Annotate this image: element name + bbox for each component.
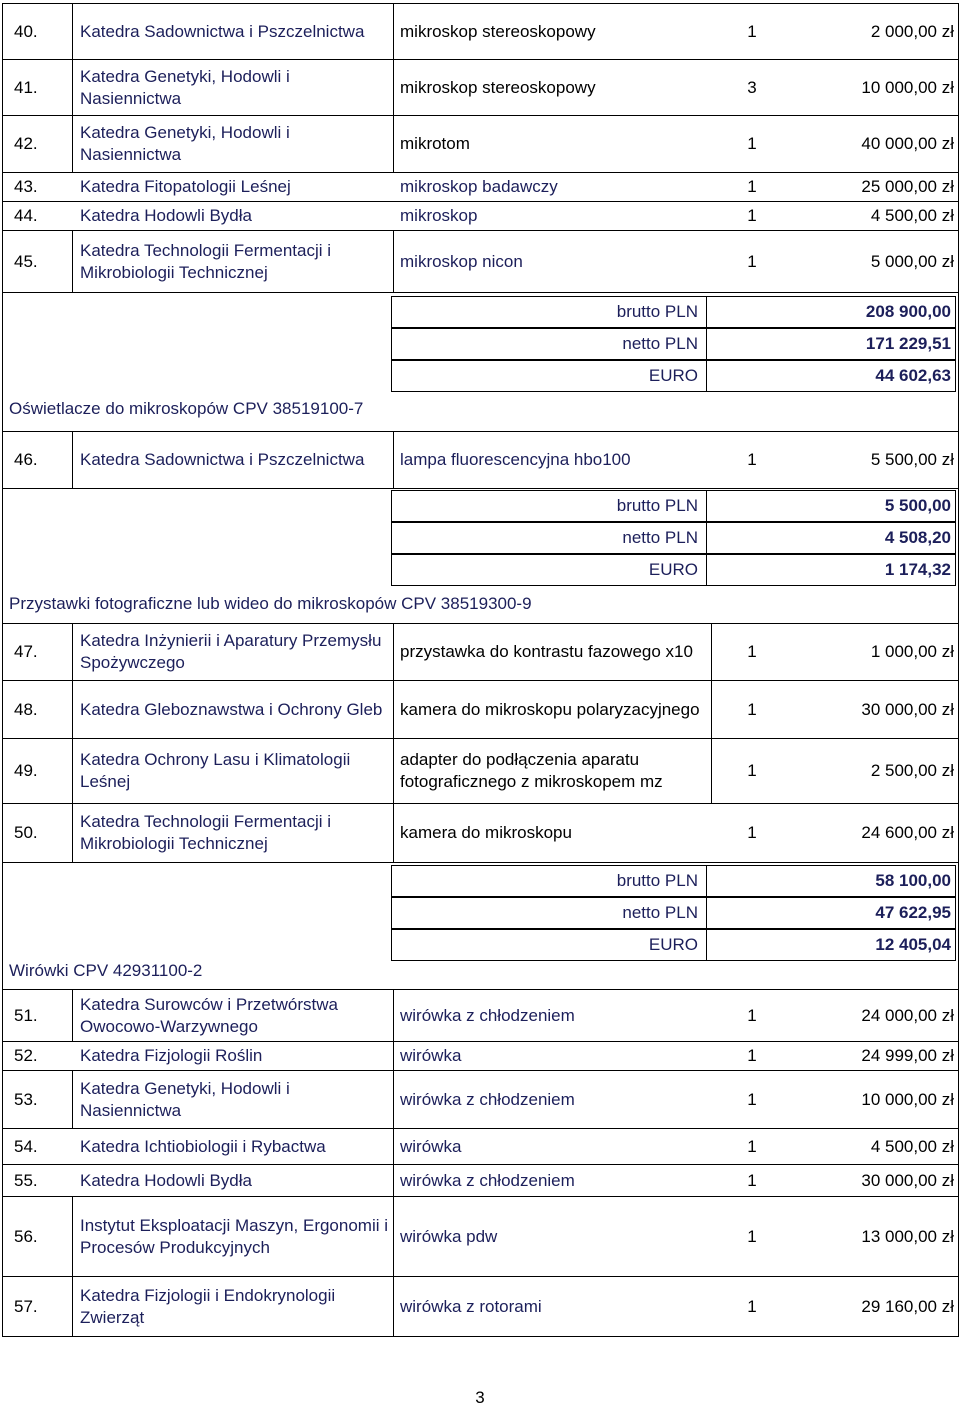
table-row	[2, 623, 959, 681]
summary-brutto	[391, 865, 956, 897]
table-row	[2, 1070, 959, 1129]
quantity: 1	[747, 1170, 757, 1190]
row-number: 53.	[3, 1071, 73, 1128]
summary-brutto	[391, 296, 956, 328]
item-name: wirówka z chłodzeniem	[400, 1170, 575, 1190]
department: Katedra Surowców i Przetwórstwa Owocowo-Warzywnego	[73, 990, 394, 1041]
price: 13 000,00 zł	[861, 1226, 954, 1246]
quantity: 1	[747, 1226, 757, 1246]
department: Katedra Gleboznawstwa i Ochrony Gleb	[73, 681, 394, 738]
table-row	[2, 1128, 959, 1165]
quantity: 3	[747, 77, 757, 97]
row-number: 45.	[3, 231, 73, 292]
table-row	[2, 431, 959, 489]
price: 25 000,00 zł	[861, 177, 954, 196]
page-number: 3	[475, 1388, 485, 1407]
price: 24 600,00 zł	[861, 823, 954, 842]
summary-value: 47 622,95	[875, 903, 951, 922]
price: 5 000,00 zł	[870, 251, 954, 271]
table-row	[2, 3, 959, 60]
table-row	[2, 680, 959, 739]
row-number: 41.	[3, 60, 73, 115]
section-title: Oświetlacze do mikroskopów CPV 38519100-7	[9, 399, 364, 418]
item-name: wirówka	[400, 1046, 462, 1065]
price: 40 000,00 zł	[861, 134, 954, 153]
table-row	[2, 115, 959, 173]
row-number: 50.	[3, 804, 73, 862]
summary-label: EURO	[392, 555, 707, 585]
item-name: wirówka	[400, 1136, 462, 1156]
summary-label: netto PLN	[392, 898, 707, 928]
department: Katedra Genetyki, Hodowli i Nasiennictwa	[73, 1071, 394, 1128]
item-name: kamera do mikroskopu	[400, 823, 572, 842]
department: Katedra Genetyki, Hodowli i Nasiennictwa	[73, 60, 394, 115]
summary-label: brutto PLN	[392, 866, 707, 896]
summary-label: EURO	[392, 361, 707, 391]
item-name: mikroskop badawczy	[400, 177, 558, 196]
department: Katedra Sadownictwa i Pszczelnictwa	[73, 4, 394, 59]
summary-label: brutto PLN	[392, 491, 707, 521]
quantity: 1	[747, 177, 757, 196]
row-number: 40.	[3, 4, 73, 59]
quantity: 1	[747, 450, 757, 469]
item-name: kamera do mikroskopu polaryzacyjnego	[394, 681, 712, 738]
section-title: Przystawki fotograficzne lub wideo do mikroskopów CPV 38519300-9	[9, 594, 532, 613]
summary-label: EURO	[392, 930, 707, 960]
department: Katedra Fizjologii i Endokrynologii Zwierząt	[73, 1277, 394, 1336]
price: 1 000,00 zł	[870, 642, 954, 661]
item-name: mikroskop nicon	[400, 251, 523, 271]
summary-netto	[391, 328, 956, 360]
item-name: mikroskop stereoskopowy	[400, 21, 596, 41]
summary-value: 208 900,00	[865, 302, 951, 321]
department: Katedra Hodowli Bydła	[80, 206, 252, 225]
quantity: 1	[747, 1296, 757, 1316]
price: 30 000,00 zł	[861, 1170, 954, 1190]
item-name: mikrotom	[400, 134, 470, 153]
department: Katedra Fitopatologii Leśnej	[80, 177, 291, 196]
section-title: Wirówki CPV 42931100-2	[9, 961, 203, 980]
department: Katedra Ochrony Lasu i Klimatologii Leśnej	[73, 739, 394, 803]
row-number: 43.	[14, 177, 38, 196]
summary-netto	[391, 522, 956, 554]
quantity: 1	[747, 1136, 757, 1156]
summary-euro	[391, 554, 956, 586]
item-name: wirówka pdw	[400, 1226, 498, 1246]
price: 10 000,00 zł	[861, 77, 954, 97]
table-row	[2, 172, 959, 202]
quantity: 1	[747, 1005, 757, 1025]
row-number: 51.	[3, 990, 73, 1041]
department: Katedra Hodowli Bydła	[73, 1165, 394, 1196]
table-row	[2, 230, 959, 293]
row-number: 44.	[14, 206, 38, 225]
summary-euro	[391, 929, 956, 961]
table-row	[2, 1164, 959, 1197]
summary-value: 1 174,32	[884, 560, 951, 579]
price: 4 500,00 zł	[870, 206, 954, 225]
quantity: 1	[747, 21, 757, 41]
table-row	[2, 1041, 959, 1071]
quantity: 1	[747, 699, 757, 719]
summary-value: 12 405,04	[875, 935, 951, 954]
summary-value: 58 100,00	[875, 871, 951, 890]
item-name: wirówka z chłodzeniem	[400, 1089, 575, 1109]
summary-label: brutto PLN	[392, 297, 707, 327]
summary-value: 171 229,51	[865, 334, 951, 353]
quantity: 1	[747, 206, 757, 225]
item-name: mikroskop	[400, 206, 478, 225]
row-number: 49.	[3, 739, 73, 803]
quantity: 1	[747, 761, 757, 780]
item-name: adapter do podłączenia aparatu fotograficznego z mikroskopem mz	[394, 739, 712, 803]
summary-value: 44 602,63	[875, 366, 951, 385]
row-number: 55.	[14, 1170, 38, 1190]
row-number: 52.	[14, 1046, 38, 1065]
price: 5 500,00 zł	[870, 450, 954, 469]
quantity: 1	[747, 1089, 757, 1109]
table-row	[2, 989, 959, 1042]
quantity: 1	[747, 1046, 757, 1065]
summary-netto	[391, 897, 956, 929]
department: Katedra Sadownictwa i Pszczelnictwa	[73, 432, 394, 488]
table-row	[2, 738, 959, 804]
price: 2 500,00 zł	[870, 761, 954, 780]
price: 2 000,00 zł	[870, 21, 954, 41]
row-number: 46.	[3, 432, 73, 488]
summary-value: 4 508,20	[884, 528, 951, 547]
summary-label: netto PLN	[392, 523, 707, 553]
quantity: 1	[747, 134, 757, 153]
price: 24 999,00 zł	[861, 1046, 954, 1065]
quantity: 1	[747, 823, 757, 842]
department: Katedra Inżynierii i Aparatury Przemysłu Spożywczego	[73, 624, 394, 680]
summary-brutto	[391, 490, 956, 522]
summary-label: netto PLN	[392, 329, 707, 359]
department: Instytut Eksploatacji Maszyn, Ergonomii i Procesów Produkcyjnych	[73, 1197, 394, 1276]
table-row	[2, 1196, 959, 1277]
quantity: 1	[747, 642, 757, 661]
summary-value: 5 500,00	[884, 496, 951, 515]
row-number: 57.	[3, 1277, 73, 1336]
item-name: wirówka z rotorami	[400, 1296, 542, 1316]
quantity: 1	[747, 251, 757, 271]
department: Katedra Technologii Fermentacji i Mikrobiologii Technicznej	[73, 804, 394, 862]
price: 24 000,00 zł	[861, 1005, 954, 1025]
row-number: 56.	[3, 1197, 73, 1276]
item-name: lampa fluorescencyjna hbo100	[400, 450, 631, 469]
table-row	[2, 803, 959, 863]
table-row	[2, 1276, 959, 1337]
department: Katedra Genetyki, Hodowli i Nasiennictwa	[73, 116, 394, 172]
department: Katedra Technologii Fermentacji i Mikrobiologii Technicznej	[73, 231, 394, 292]
row-number: 47.	[3, 624, 73, 680]
row-number: 42.	[3, 116, 73, 172]
price: 10 000,00 zł	[861, 1089, 954, 1109]
item-name: wirówka z chłodzeniem	[400, 1005, 575, 1025]
price: 30 000,00 zł	[861, 699, 954, 719]
summary-euro	[391, 360, 956, 392]
department: Katedra Ichtiobiologii i Rybactwa	[73, 1129, 394, 1164]
table-row	[2, 201, 959, 231]
table-row	[2, 59, 959, 116]
row-number: 54.	[14, 1136, 38, 1156]
item-name: mikroskop stereoskopowy	[400, 77, 596, 97]
price: 29 160,00 zł	[861, 1296, 954, 1316]
price: 4 500,00 zł	[870, 1136, 954, 1156]
item-name: przystawka do kontrastu fazowego x10	[394, 624, 712, 680]
row-number: 48.	[3, 681, 73, 738]
department: Katedra Fizjologii Roślin	[73, 1042, 394, 1070]
